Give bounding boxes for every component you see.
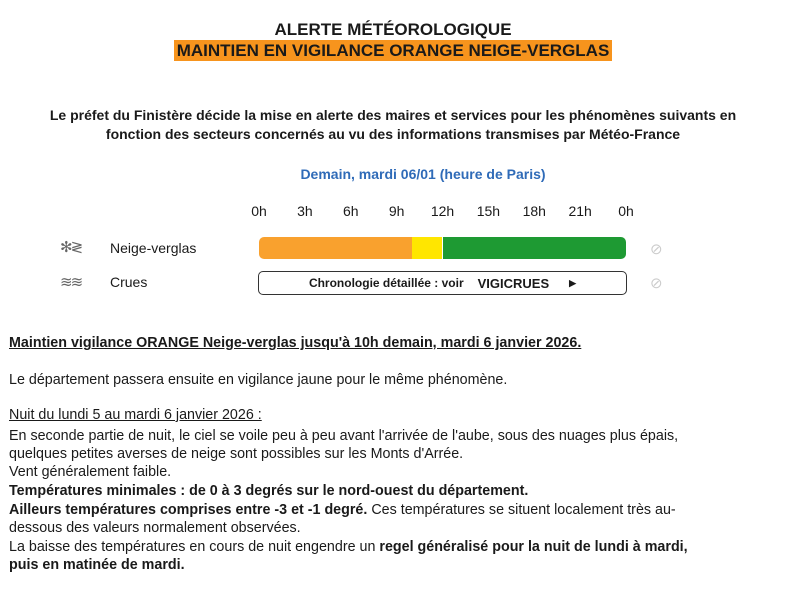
- intro-line: fonction des secteurs concernés au vu des informations transmises par Météo-France: [105, 126, 681, 142]
- text-line: dessous des valeurs normalement observées.: [9, 520, 301, 536]
- vigilance-segment-vert: [443, 237, 627, 259]
- vigilance-segment-jaune: [412, 237, 443, 259]
- vigicrues-link[interactable]: [258, 271, 627, 295]
- hour-tick-label: 21h: [568, 203, 592, 219]
- text-line: puis en matinée de mardi.: [9, 557, 185, 573]
- alert-subtitle: MAINTIEN EN VIGILANCE ORANGE NEIGE-VERGLAS: [174, 40, 613, 61]
- text-line: Températures minimales : de 0 à 3 degrés sur le nord-ouest du département.: [9, 483, 529, 499]
- hour-tick-label: 9h: [388, 203, 405, 219]
- text-line: quelques petites averses de neige sont possibles sur les Monts d'Arrée.: [9, 446, 464, 462]
- hour-tick-label: 0h: [618, 203, 634, 219]
- timeline-day-label: Demain, mardi 06/01 (heure de Paris): [300, 166, 546, 182]
- text-line: [9, 502, 676, 518]
- waves-icon: ≋≋: [60, 274, 82, 291]
- vigilance-segment-orange: [259, 237, 412, 259]
- hour-tick-label: 6h: [342, 203, 359, 219]
- document-title: ALERTE MÉTÉOROLOGIQUE: [274, 20, 512, 39]
- row-label-crues: Crues: [110, 274, 148, 290]
- text-bold: Ailleurs températures comprises entre -3 et -1 degré.: [9, 502, 368, 518]
- text-line: En seconde partie de nuit, le ciel se voile peu à peu avant l'arrivée de l'aube, sous des nuages plus épais,: [9, 428, 679, 444]
- hour-tick-label: 18h: [522, 203, 546, 219]
- text-bold: regel généralisé pour la nuit de lundi à mardi,: [379, 539, 688, 555]
- snow-ice-icon: ✻≷: [60, 239, 82, 256]
- night-title: Nuit du lundi 5 au mardi 6 janvier 2026 :: [9, 407, 262, 423]
- hour-tick-label: 15h: [476, 203, 501, 219]
- paragraph: Le département passera ensuite en vigilance jaune pour le même phénomène.: [9, 372, 508, 388]
- intro-paragraph: [0, 106, 786, 144]
- text: La baisse des températures en cours de nuit engendre un: [9, 539, 380, 555]
- row-label-neige-verglas: Neige-verglas: [110, 240, 197, 256]
- vigicrues-brand: VIGICRUES: [477, 275, 550, 291]
- text-line: Vent généralement faible.: [9, 464, 172, 480]
- hour-tick-label: 3h: [297, 203, 313, 219]
- intro-line: Le préfet du Finistère décide la mise en alerte des maires et services pour les phénomènes suivants en: [49, 107, 737, 123]
- hour-tick-label: 0h: [251, 203, 267, 219]
- vigicrues-link-text: Chronologie détaillée : voir: [308, 276, 464, 290]
- play-arrow-icon: ▶: [569, 277, 577, 288]
- text-line: [9, 539, 688, 555]
- eye-slash-icon[interactable]: ⊘: [650, 275, 663, 292]
- vigilance-heading: Maintien vigilance ORANGE Neige-verglas jusqu'à 10h demain, mardi 6 janvier 2026.: [9, 335, 582, 351]
- hour-tick-label: 12h: [430, 203, 455, 219]
- eye-slash-icon[interactable]: ⊘: [650, 241, 663, 258]
- text: Ces températures se situent localement très au-: [367, 502, 676, 518]
